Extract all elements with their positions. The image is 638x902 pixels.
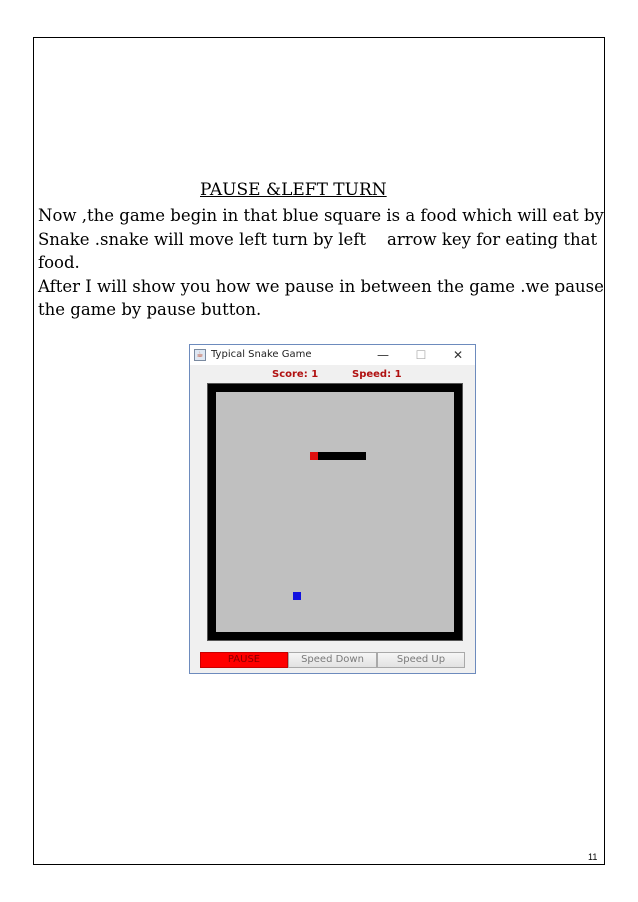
speed-down-button[interactable]: Speed Down: [288, 652, 377, 668]
maximize-button[interactable]: ☐: [415, 348, 427, 362]
speed-label: Speed: 1: [352, 369, 402, 380]
play-field: [216, 392, 454, 632]
score-label: Score: 1: [272, 369, 319, 380]
body-paragraph: [38, 204, 604, 322]
food-square: [293, 592, 301, 600]
game-board[interactable]: [207, 383, 463, 641]
close-button[interactable]: ✕: [452, 348, 464, 362]
section-heading: PAUSE &LEFT TURN: [200, 180, 387, 200]
paragraph-line: Now ,the game begin in that blue square is a food which will eat by: [38, 206, 604, 225]
java-app-icon: ☕: [194, 349, 206, 361]
paragraph-line: Snake .snake will move left turn by left arrow key for eating that: [38, 229, 598, 249]
minimize-button[interactable]: —: [377, 348, 389, 362]
pause-button[interactable]: PAUSE: [200, 652, 288, 668]
paragraph-line: food.: [38, 253, 80, 272]
snake-head: [310, 452, 318, 460]
window-title: Typical Snake Game: [211, 349, 312, 360]
snake-body: [318, 452, 366, 460]
speed-up-button[interactable]: Speed Up: [377, 652, 465, 668]
paragraph-line: the game by pause button.: [38, 300, 262, 319]
snake-game-window: [189, 344, 476, 674]
page-number: 11: [588, 852, 598, 862]
button-row: [200, 652, 466, 669]
status-row: [190, 369, 475, 383]
window-titlebar[interactable]: [190, 345, 475, 365]
paragraph-line: After I will show you how we pause in between the game .we pause: [38, 276, 604, 296]
